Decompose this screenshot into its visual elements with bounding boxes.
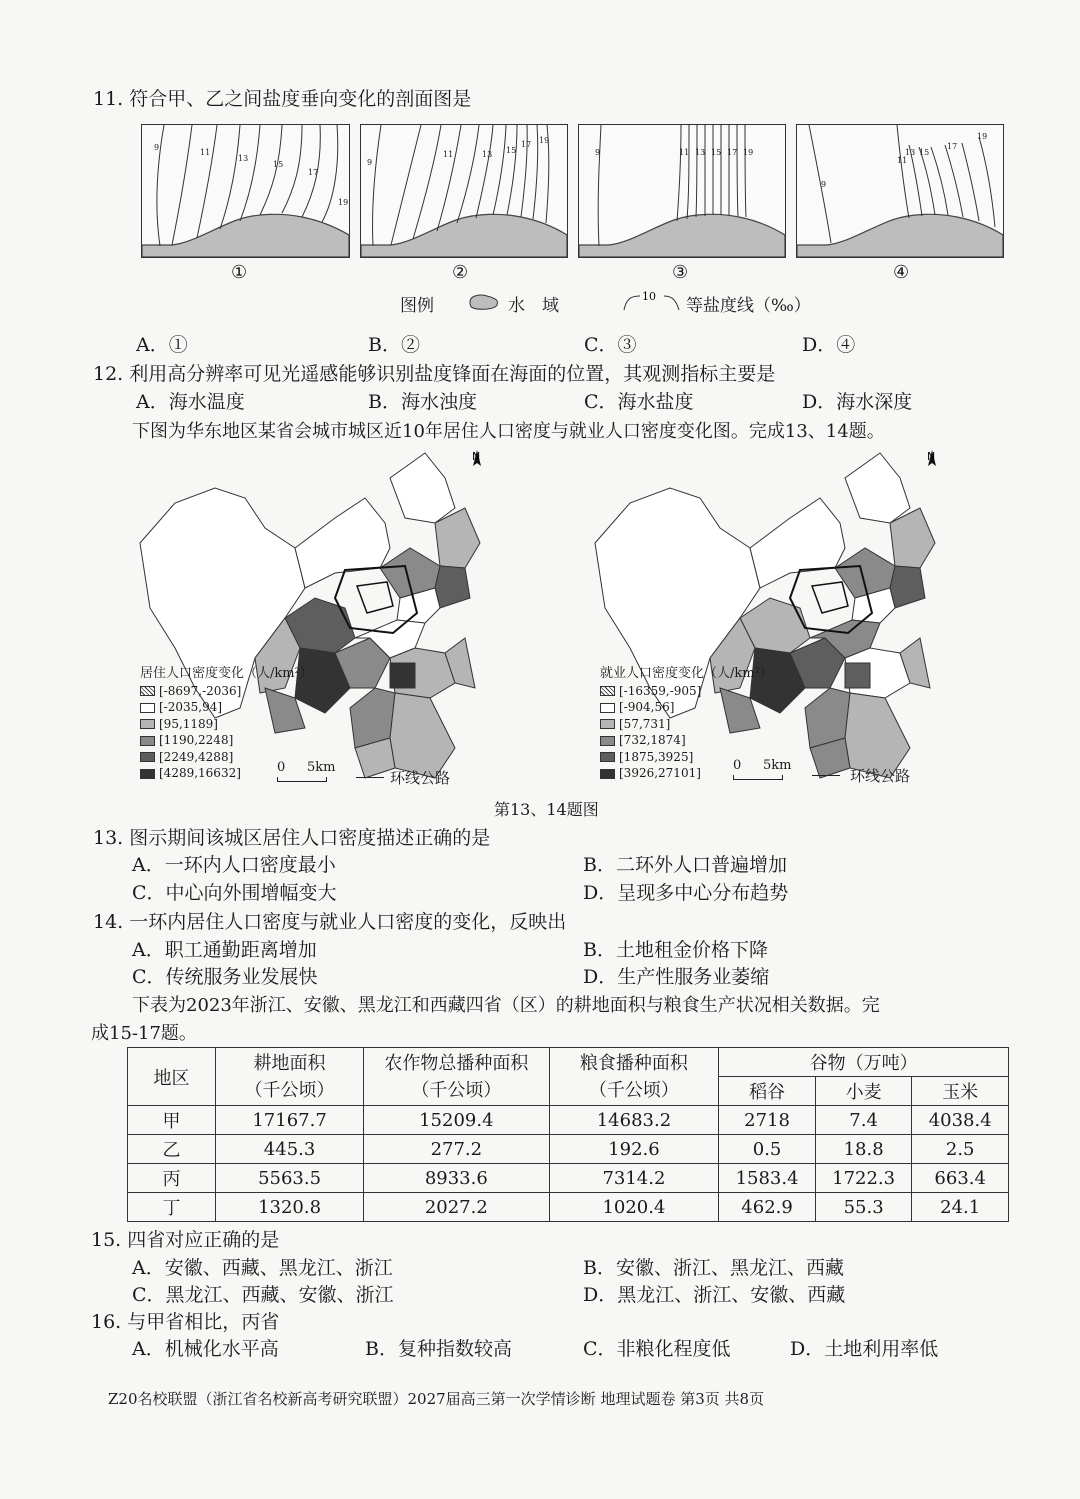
legend-title: 图例 bbox=[400, 296, 434, 316]
panel2-label: 15 bbox=[506, 146, 517, 155]
intro-15-17-cont: 成15-17题。 bbox=[91, 1023, 197, 1044]
grain-data-table bbox=[127, 1047, 1009, 1222]
water-swatch-icon bbox=[467, 292, 501, 312]
q11-option-d[interactable]: D．④ bbox=[802, 334, 856, 356]
legend-water: 水 域 bbox=[508, 296, 559, 316]
legend-entry: [-16359,-905] bbox=[600, 683, 773, 700]
profile-panel-1 bbox=[141, 124, 350, 258]
q16-option-d[interactable]: D．土地利用率低 bbox=[790, 1338, 939, 1360]
table-row: 丁 1320.8 2027.2 1020.4 462.9 55.3 24.1 bbox=[128, 1193, 1009, 1222]
scale-bar-right bbox=[733, 775, 783, 780]
panel4-label: 17 bbox=[947, 142, 958, 151]
panel1-label: 19 bbox=[338, 198, 349, 207]
north-label-left: N bbox=[472, 450, 481, 463]
page-footer: Z20名校联盟（浙江省名校新高考研究联盟）2027届高三第一次学情诊断 地理试题卷 第3页 共8页 bbox=[108, 1390, 765, 1408]
header-corn: 玉米 bbox=[912, 1077, 1009, 1106]
q14-option-a[interactable]: A．职工通勤距离增加 bbox=[132, 939, 317, 961]
panel2-label: 11 bbox=[443, 150, 454, 159]
panel3-label: 11 bbox=[679, 148, 690, 157]
q15-option-c[interactable]: C．黑龙江、西藏、安徽、浙江 bbox=[132, 1284, 394, 1306]
intro-13-14: 下图为华东地区某省会城市城区近10年居住人口密度与就业人口密度变化图。完成13、14题。 bbox=[132, 421, 885, 442]
q14-option-b[interactable]: B．土地租金价格下降 bbox=[583, 939, 768, 961]
panel3-label: 13 bbox=[695, 148, 706, 157]
ring-road-legend-left bbox=[356, 777, 384, 778]
panel1-label: 9 bbox=[154, 143, 160, 152]
scale-zero-left: 0 bbox=[277, 760, 286, 775]
panel3-label: 15 bbox=[711, 148, 722, 157]
left-map-legend bbox=[140, 666, 313, 782]
panel2-label: 19 bbox=[539, 136, 550, 145]
q12-option-a[interactable]: A．海水温度 bbox=[136, 391, 245, 413]
q11-option-c[interactable]: C．③ bbox=[584, 334, 637, 356]
panel4-label: 13 bbox=[905, 148, 916, 157]
panel3-label: 17 bbox=[727, 148, 738, 157]
legend-entry: [4289,16632] bbox=[140, 765, 313, 782]
q11-stem: 11. 符合甲、乙之间盐度垂向变化的剖面图是 bbox=[93, 88, 472, 110]
q12-option-d[interactable]: D．海水深度 bbox=[802, 391, 913, 413]
ring-road-legend-right bbox=[812, 775, 840, 776]
panel4-label: 9 bbox=[821, 180, 827, 189]
q14-stem: 14. 一环内居住人口密度与就业人口密度的变化，反映出 bbox=[93, 911, 567, 933]
scale-bar-left bbox=[277, 777, 327, 782]
panel-number-4: ④ bbox=[893, 262, 910, 283]
q11-option-b[interactable]: B．② bbox=[368, 334, 420, 356]
scale-label-right: 5km bbox=[763, 758, 792, 773]
header-wheat: 小麦 bbox=[815, 1077, 912, 1106]
panel1-label: 13 bbox=[238, 154, 249, 163]
q16-option-c[interactable]: C．非粮化程度低 bbox=[583, 1338, 731, 1360]
legend-entry: [-8697,-2036] bbox=[140, 683, 313, 700]
q15-option-b[interactable]: B．安徽、浙江、黑龙江、西藏 bbox=[583, 1257, 844, 1279]
panel3-label: 19 bbox=[743, 148, 754, 157]
panel4-label: 11 bbox=[897, 156, 908, 165]
figure-caption: 第13、14题图 bbox=[494, 800, 599, 819]
header-cereal: 谷物（万吨） bbox=[719, 1048, 1009, 1077]
table-row: 丙 5563.5 8933.6 7314.2 1583.4 1722.3 663.4 bbox=[128, 1164, 1009, 1193]
q15-option-d[interactable]: D．黑龙江、浙江、安徽、西藏 bbox=[583, 1284, 846, 1306]
scale-label-left: 5km bbox=[307, 760, 336, 775]
panel2-label: 17 bbox=[521, 140, 532, 149]
q13-stem: 13. 图示期间该城区居住人口密度描述正确的是 bbox=[93, 827, 491, 849]
q16-option-a[interactable]: A．机械化水平高 bbox=[132, 1338, 279, 1360]
header-arable: 耕地面积 （千公顷） bbox=[216, 1048, 364, 1106]
panel2-label: 13 bbox=[482, 150, 493, 159]
panel1-label: 17 bbox=[308, 168, 319, 177]
legend-isohaline: 等盐度线（‰） bbox=[686, 296, 811, 316]
header-crop: 农作物总播种面积 （千公顷） bbox=[364, 1048, 550, 1106]
right-map-legend bbox=[600, 666, 773, 782]
scale-zero-right: 0 bbox=[733, 758, 742, 773]
legend-entry: [95,1189] bbox=[140, 716, 313, 733]
panel3-label: 9 bbox=[595, 148, 601, 157]
legend-entry: [1190,2248] bbox=[140, 732, 313, 749]
intro-15-17: 下表为2023年浙江、安徽、黑龙江和西藏四省（区）的耕地面积与粮食生产状况相关数据。完 bbox=[132, 995, 880, 1016]
panel1-label: 15 bbox=[273, 160, 284, 169]
ring-road-label-left: 环线公路 bbox=[390, 769, 451, 787]
profile-panel-2 bbox=[360, 124, 568, 258]
q12-option-c[interactable]: C．海水盐度 bbox=[584, 391, 694, 413]
q14-option-c[interactable]: C．传统服务业发展快 bbox=[132, 966, 318, 988]
left-legend-title: 居住人口密度变化（人/km²） bbox=[140, 666, 313, 681]
q16-stem: 16. 与甲省相比，丙省 bbox=[91, 1311, 280, 1333]
legend-entry: [732,1874] bbox=[600, 732, 773, 749]
q15-stem: 15. 四省对应正确的是 bbox=[91, 1229, 280, 1251]
legend-entry: [3926,27101] bbox=[600, 765, 773, 782]
ring-road-label-right: 环线公路 bbox=[850, 767, 911, 785]
legend-entry: [1875,3925] bbox=[600, 749, 773, 766]
panel2-label: 9 bbox=[367, 158, 373, 167]
header-region: 地区 bbox=[128, 1048, 216, 1106]
profile-panel-3 bbox=[578, 124, 786, 258]
panel-number-1: ① bbox=[231, 262, 248, 283]
legend-entry: [57,731] bbox=[600, 716, 773, 733]
q11-option-a[interactable]: A．① bbox=[136, 334, 188, 356]
q14-option-d[interactable]: D．生产性服务业萎缩 bbox=[583, 966, 770, 988]
q13-option-d[interactable]: D．呈现多中心分布趋势 bbox=[583, 882, 789, 904]
right-legend-title: 就业人口密度变化（人/km²） bbox=[600, 666, 773, 681]
legend-entry: [2249,4288] bbox=[140, 749, 313, 766]
q15-option-a[interactable]: A．安徽、西藏、黑龙江、浙江 bbox=[132, 1257, 393, 1279]
north-label-right: N bbox=[927, 450, 936, 463]
legend-entry: [-2035,94] bbox=[140, 699, 313, 716]
panel1-label: 11 bbox=[200, 148, 211, 157]
legend-entry: [-904,56] bbox=[600, 699, 773, 716]
q16-option-b[interactable]: B．复种指数较高 bbox=[365, 1338, 512, 1360]
isohaline-legend-icon bbox=[622, 290, 682, 312]
table-row: 乙 445.3 277.2 192.6 0.5 18.8 2.5 bbox=[128, 1135, 1009, 1164]
q13-option-b[interactable]: B．二环外人口普遍增加 bbox=[583, 854, 787, 876]
panel-number-3: ③ bbox=[672, 262, 689, 283]
panel4-label: 19 bbox=[977, 132, 988, 141]
isohaline-sample: 10 bbox=[642, 290, 656, 303]
q12-option-b[interactable]: B．海水浊度 bbox=[368, 391, 477, 413]
profile-panel-4 bbox=[796, 124, 1004, 258]
table-row: 甲 17167.7 15209.4 14683.2 2718 7.4 4038.4 bbox=[128, 1106, 1009, 1135]
q13-option-a[interactable]: A．一环内人口密度最小 bbox=[132, 854, 336, 876]
panel4-label: 15 bbox=[919, 148, 930, 157]
panel-number-2: ② bbox=[452, 262, 469, 283]
header-grain: 粮食播种面积 （千公顷） bbox=[549, 1048, 719, 1106]
header-rice: 稻谷 bbox=[719, 1077, 816, 1106]
q13-option-c[interactable]: C．中心向外围增幅变大 bbox=[132, 882, 337, 904]
q12-stem: 12. 利用高分辨率可见光遥感能够识别盐度锋面在海面的位置，其观测指标主要是 bbox=[93, 363, 776, 385]
